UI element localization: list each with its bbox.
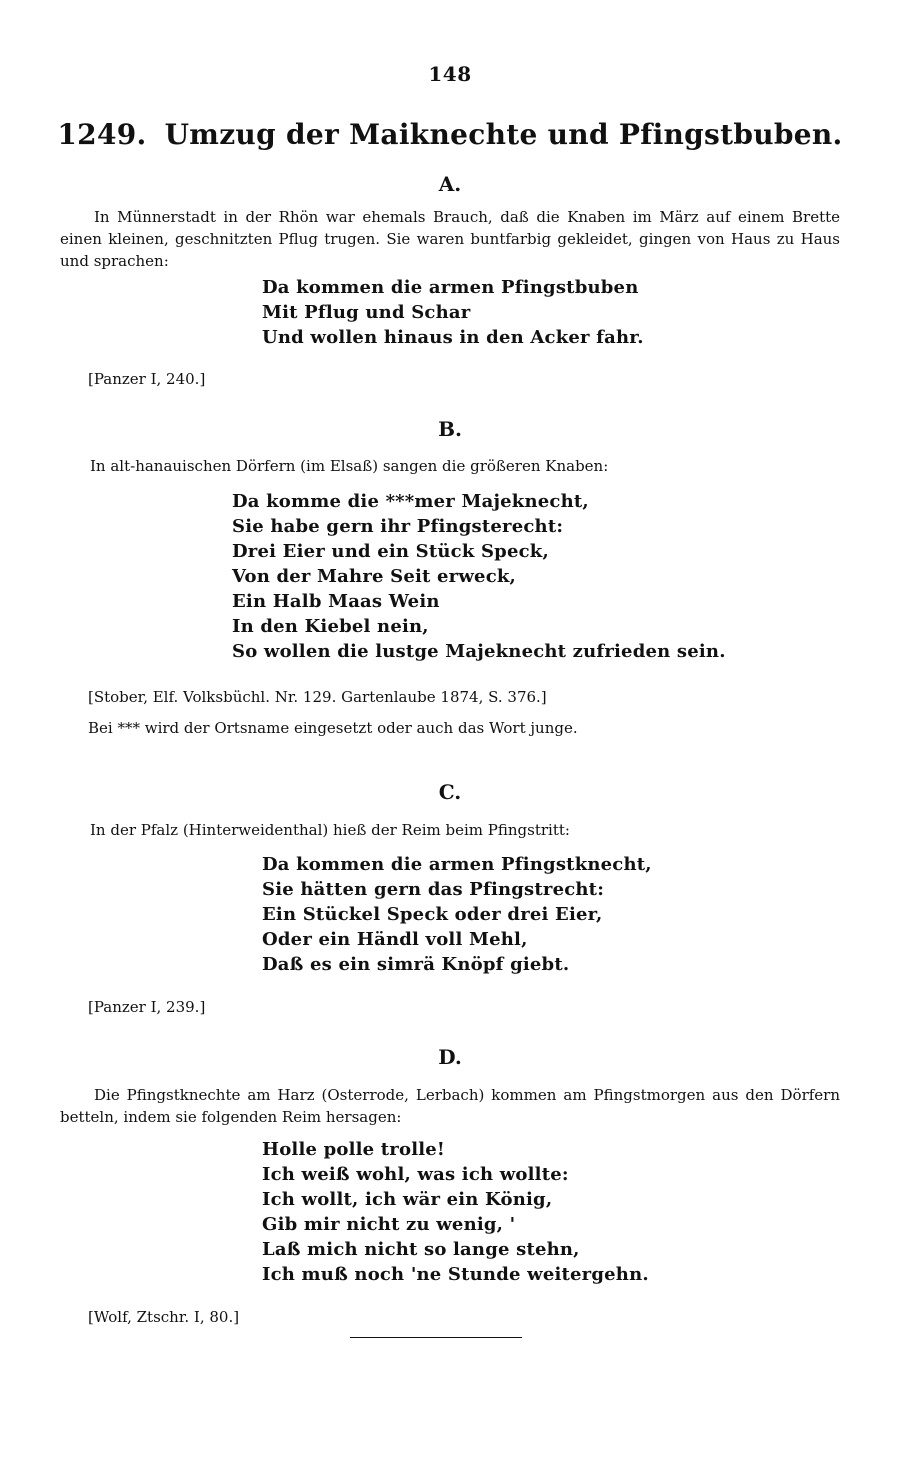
verse-line: Drei Eier und ein Stück Speck, xyxy=(232,541,549,562)
section-c-citation: [Panzer I, 239.] xyxy=(88,998,206,1016)
section-b-prose: In alt-hanauischen Dörfern (im Elsaß) sangen die größeren Knaben: xyxy=(90,457,609,475)
chapter-title xyxy=(0,118,900,151)
section-c-letter: C. xyxy=(438,780,462,804)
section-d-verse xyxy=(262,1137,649,1287)
section-a-prose-text: In Münnerstadt in der Rhön war ehemals Brauch, daß die Knaben im März auf einem Brette einen kleinen, geschnitzten Pflug trugen. Sie waren buntfarbig gekleidet, gingen von Haus zu Haus und sprachen: xyxy=(60,208,840,270)
verse-line: Da kommen die armen Pfingstbuben xyxy=(262,277,639,298)
verse-line: Da kommen die armen Pfingstknecht, xyxy=(262,854,652,875)
section-a-prose xyxy=(60,206,840,272)
verse-line: Ich weiß wohl, was ich wollte: xyxy=(262,1164,569,1185)
verse-line: Mit Pflug und Schar xyxy=(262,302,471,323)
verse-line: Sie hätten gern das Pfingstrecht: xyxy=(262,879,605,900)
section-a-verse xyxy=(262,275,644,350)
section-d-prose-text: Die Pfingstknechte am Harz (Osterrode, Lerbach) kommen am Pfingstmorgen aus den Dörfern betteln, indem sie folgenden Reim hersagen: xyxy=(60,1086,840,1126)
verse-line: Sie habe gern ihr Pfingsterecht: xyxy=(232,516,564,537)
verse-line: Und wollen hinaus in den Acker fahr. xyxy=(262,327,644,348)
section-d-prose xyxy=(60,1084,840,1128)
verse-line: Da komme die ***mer Majeknecht, xyxy=(232,491,589,512)
section-a-letter: A. xyxy=(438,172,462,196)
verse-line: Oder ein Händl voll Mehl, xyxy=(262,929,528,950)
verse-line: Gib mir nicht zu wenig, ' xyxy=(262,1214,516,1235)
section-b-citation: [Stober, Elf. Volksbüchl. Nr. 129. Gartenlaube 1874, S. 376.] xyxy=(88,688,547,706)
section-a-citation: [Panzer I, 240.] xyxy=(88,370,206,388)
chapter-number: 1249. xyxy=(57,118,147,151)
section-d-letter: D. xyxy=(438,1045,462,1069)
section-b-letter: B. xyxy=(438,417,462,441)
verse-line: Laß mich nicht so lange stehn, xyxy=(262,1239,580,1260)
page-number: 148 xyxy=(428,62,472,86)
section-b-note: Bei *** wird der Ortsname eingesetzt oder auch das Wort junge. xyxy=(88,719,578,737)
verse-line: Ich muß noch 'ne Stunde weitergehn. xyxy=(262,1264,649,1285)
section-b-verse xyxy=(232,489,726,664)
chapter-title-text: Umzug der Maiknechte und Pfingstbuben. xyxy=(164,118,843,151)
verse-line: Holle polle trolle! xyxy=(262,1139,446,1160)
section-d-citation: [Wolf, Ztschr. I, 80.] xyxy=(88,1308,240,1326)
verse-line: Daß es ein simrä Knöpf giebt. xyxy=(262,954,570,975)
verse-line: Von der Mahre Seit erweck, xyxy=(232,566,516,587)
end-rule xyxy=(350,1337,522,1338)
verse-line: Ich wollt, ich wär ein König, xyxy=(262,1189,553,1210)
section-c-verse xyxy=(262,852,652,977)
section-c-prose: In der Pfalz (Hinterweidenthal) hieß der Reim beim Pfingstritt: xyxy=(90,821,570,839)
verse-line: Ein Stückel Speck oder drei Eier, xyxy=(262,904,603,925)
verse-line: So wollen die lustge Majeknecht zufrieden sein. xyxy=(232,641,726,662)
verse-line: Ein Halb Maas Wein xyxy=(232,591,440,612)
verse-line: In den Kiebel nein, xyxy=(232,616,429,637)
